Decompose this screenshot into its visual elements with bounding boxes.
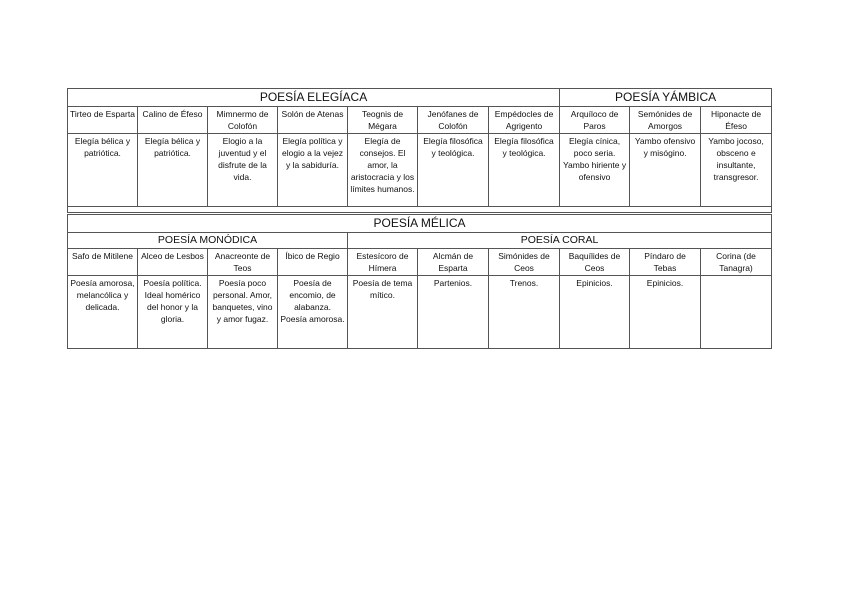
yambica-title: POESÍA YÁMBICA — [560, 89, 772, 107]
author-cell: Simónides de Ceos — [489, 249, 560, 276]
author-cell: Semónides de Amorgos — [630, 107, 701, 134]
author-cell: Corina (de Tanagra) — [701, 249, 772, 276]
author-cell: Íbico de Regio — [278, 249, 348, 276]
author-cell: Arquíloco de Paros — [560, 107, 630, 134]
description-cell — [701, 276, 772, 349]
author-cell: Anacreonte de Teos — [208, 249, 278, 276]
author-cell: Jenófanes de Colofón — [418, 107, 489, 134]
spacer-row — [68, 207, 772, 213]
subheader-row — [68, 233, 772, 249]
description-cell: Poesía de tema mítico. — [348, 276, 418, 349]
description-cell: Elegía política y elogio a la vejez y la sabiduría. — [278, 134, 348, 207]
spacer-cell — [68, 207, 772, 213]
description-cell: Elegía bélica y patriótica. — [138, 134, 208, 207]
description-cell: Poesía política. Ideal homérico del honor y la gloria. — [138, 276, 208, 349]
description-cell: Poesía amorosa, melancólica y delicada. — [68, 276, 138, 349]
description-cell: Elegía de consejos. El amor, la aristocracia y los límites humanos. — [348, 134, 418, 207]
bottom-descriptions-row — [68, 276, 772, 349]
top-table — [67, 88, 772, 213]
top-descriptions-row — [68, 134, 772, 207]
description-cell: Trenos. — [489, 276, 560, 349]
author-cell: Tirteo de Esparta — [68, 107, 138, 134]
top-authors-row — [68, 107, 772, 134]
monodica-title: POESÍA MONÓDICA — [68, 233, 348, 249]
coral-title: POESÍA CORAL — [348, 233, 772, 249]
description-cell: Elogio a la juventud y el disfrute de la vida. — [208, 134, 278, 207]
elegiaca-title: POESÍA ELEGÍACA — [68, 89, 560, 107]
description-cell: Yambo jocoso, obsceno e insultante, transgresor. — [701, 134, 772, 207]
author-cell: Hiponacte de Éfeso — [701, 107, 772, 134]
description-cell: Yambo ofensivo y misógino. — [630, 134, 701, 207]
author-cell: Empédocles de Agrigento — [489, 107, 560, 134]
author-cell: Baquílides de Ceos — [560, 249, 630, 276]
description-cell: Elegía bélica y patriótica. — [68, 134, 138, 207]
description-cell: Elegía filosófica y teológica. — [489, 134, 560, 207]
bottom-table — [67, 214, 772, 349]
author-cell: Mimnermo de Colofón — [208, 107, 278, 134]
author-cell: Píndaro de Tebas — [630, 249, 701, 276]
description-cell: Poesía poco personal. Amor, banquetes, vino y amor fugaz. — [208, 276, 278, 349]
author-cell: Solón de Atenas — [278, 107, 348, 134]
bottom-authors-row — [68, 249, 772, 276]
author-cell: Alceo de Lesbos — [138, 249, 208, 276]
melica-header-row — [68, 215, 772, 233]
author-cell: Safo de Mitilene — [68, 249, 138, 276]
author-cell: Alcmán de Esparta — [418, 249, 489, 276]
melica-title: POESÍA MÉLICA — [68, 215, 772, 233]
author-cell: Estesícoro de Hímera — [348, 249, 418, 276]
author-cell: Calino de Éfeso — [138, 107, 208, 134]
description-cell: Elegía cínica, poco seria. Yambo hiriente y ofensivo — [560, 134, 630, 207]
description-cell: Epinicios. — [630, 276, 701, 349]
description-cell: Elegía filosófica y teológica. — [418, 134, 489, 207]
description-cell: Partenios. — [418, 276, 489, 349]
top-header-row — [68, 89, 772, 107]
description-cell: Epinicios. — [560, 276, 630, 349]
description-cell: Poesía de encomio, de alabanza. Poesía amorosa. — [278, 276, 348, 349]
author-cell: Teognis de Mégara — [348, 107, 418, 134]
